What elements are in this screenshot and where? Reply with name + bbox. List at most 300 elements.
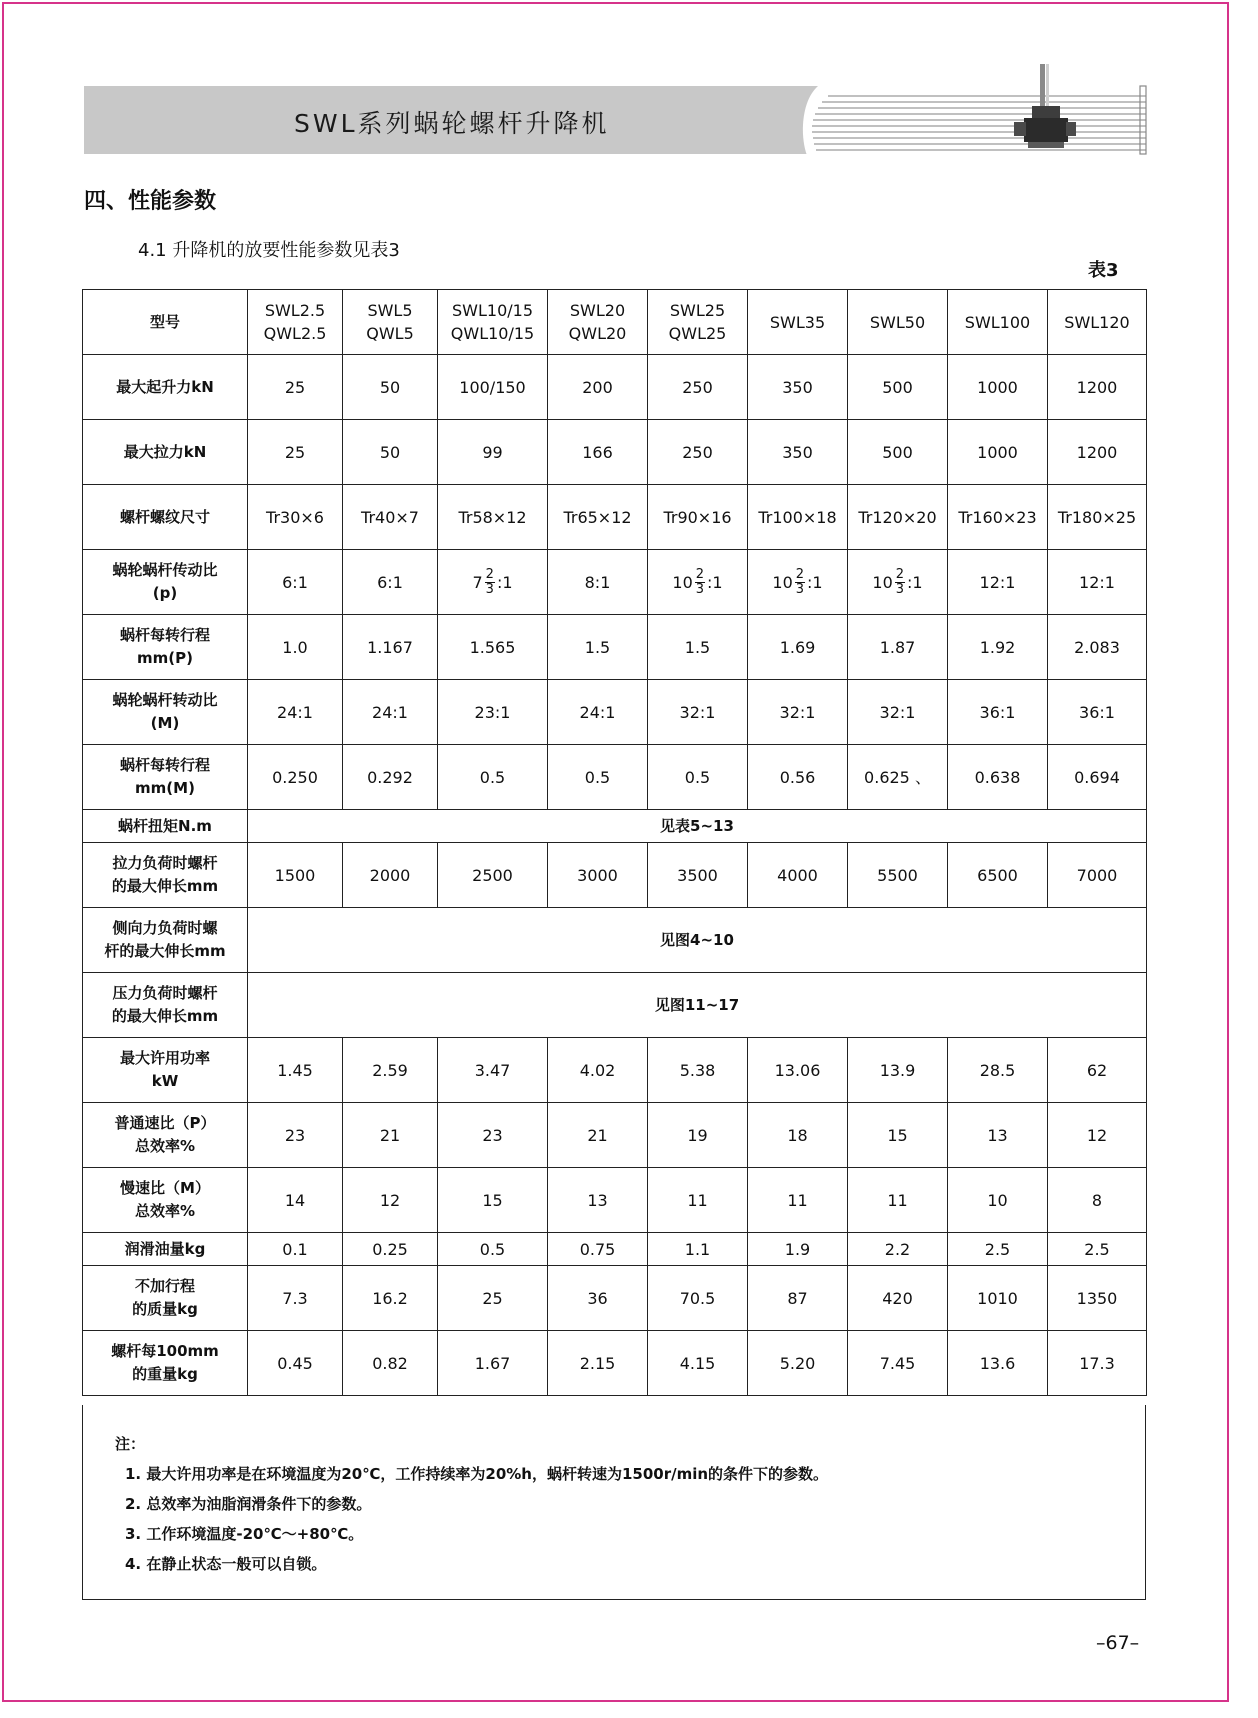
value-cell: [748, 1103, 848, 1168]
value-cell: [1048, 420, 1147, 485]
value-cell: [648, 1038, 748, 1103]
cell-value: 12: [379, 1190, 401, 1210]
cell-value: 0.250: [272, 767, 318, 787]
value-cell: [748, 1266, 848, 1331]
value-cell: [548, 1266, 648, 1331]
mixed-fraction: [672, 568, 722, 597]
notes-box: [82, 1405, 1146, 1600]
value-cell: [438, 1266, 548, 1331]
cell-value: 1.67: [474, 1353, 511, 1373]
value-cell: [948, 1103, 1048, 1168]
cell-value: 36:1: [979, 702, 1016, 722]
table-row: [83, 355, 1147, 420]
value-cell: [748, 680, 848, 745]
cell-value: 19: [687, 1125, 708, 1145]
value-cell: [248, 1103, 343, 1168]
cell-value: 10: [987, 1190, 1008, 1210]
table-header-row: [83, 290, 1147, 355]
cell-value: 21: [587, 1125, 608, 1145]
value-cell: [848, 1331, 948, 1396]
row-label: 拉力负荷时螺杆: [112, 854, 218, 872]
model-cell: [748, 290, 848, 355]
value-cell: [438, 615, 548, 680]
value-cell: [1048, 680, 1147, 745]
cell-value: 500: [882, 442, 913, 462]
cell-value: 500: [882, 377, 913, 397]
ratio-cell: [548, 550, 648, 615]
cell-value: 28.5: [979, 1060, 1016, 1080]
value-cell: [848, 1038, 948, 1103]
value-cell: [438, 680, 548, 745]
value-cell: [748, 1038, 848, 1103]
cell-value: 0.75: [579, 1239, 616, 1259]
value-cell: [548, 745, 648, 810]
row-label: 蜗杆每转行程: [119, 756, 210, 774]
row-label: 螺杆螺纹尺寸: [119, 507, 210, 526]
value-cell: [438, 485, 548, 550]
cell-value: 2000: [369, 865, 411, 885]
cell-value: 17.3: [1079, 1353, 1115, 1373]
row-label-line2: mm(M): [135, 779, 195, 797]
cell-value: 21: [379, 1125, 401, 1145]
cell-value: 4.02: [579, 1060, 616, 1080]
value-cell: [248, 1233, 343, 1266]
ratio-value: 12:1: [979, 572, 1016, 592]
table-row: [83, 810, 1147, 843]
cell-value: 18: [787, 1125, 808, 1145]
fraction: [695, 568, 705, 597]
fraction: [485, 568, 495, 597]
cell-value: 11: [787, 1190, 808, 1210]
cell-value: 5.20: [779, 1353, 816, 1373]
value-cell: [648, 615, 748, 680]
value-cell: [848, 1103, 948, 1168]
value-cell: [748, 1233, 848, 1266]
row-label-line2: 的最大伸长mm: [111, 1007, 219, 1025]
row-label-cell: [83, 1233, 248, 1266]
table-row: [83, 843, 1147, 908]
value-cell: [648, 1331, 748, 1396]
cell-value: Tr90×16: [663, 507, 732, 527]
cell-value: 1200: [1076, 377, 1118, 397]
notes-title: 注：: [115, 1435, 146, 1453]
value-cell: [343, 485, 438, 550]
value-cell: [548, 615, 648, 680]
value-cell: [648, 1233, 748, 1266]
cell-value: 100/150: [459, 377, 526, 397]
cell-value: 2.083: [1074, 637, 1120, 657]
row-label-line2: (p): [152, 584, 178, 602]
value-cell: [343, 680, 438, 745]
value-cell: [648, 1266, 748, 1331]
fraction-numerator: 2: [895, 566, 905, 582]
table-row: [83, 1233, 1147, 1266]
value-cell: [248, 1168, 343, 1233]
cell-value: 6500: [977, 865, 1018, 885]
model-name-alt: QWL20: [568, 324, 627, 343]
ratio-cell: [648, 550, 748, 615]
cell-value: 7000: [1076, 865, 1118, 885]
table-label: 表3: [1088, 260, 1119, 281]
cell-value: 13: [987, 1125, 1008, 1145]
cell-value: 23: [284, 1125, 306, 1145]
cell-value: 99: [482, 442, 503, 462]
ratio-cell: [248, 550, 343, 615]
cell-value: 0.56: [779, 767, 816, 787]
value-cell: [948, 1331, 1048, 1396]
row-label-cell: [83, 1168, 248, 1233]
value-cell: [248, 680, 343, 745]
value-cell: [748, 485, 848, 550]
table-row: [83, 908, 1147, 973]
row-label: 蜗轮蜗杆传动比: [112, 561, 218, 579]
cell-value: 0.25: [372, 1239, 408, 1259]
ratio-value: 6:1: [377, 572, 403, 592]
table-row: [83, 1331, 1147, 1396]
value-cell: [548, 420, 648, 485]
row-label: 螺杆每100mm: [111, 1342, 219, 1360]
row-label-line2: 的质量kg: [132, 1300, 198, 1318]
fraction-denominator: 3: [795, 581, 805, 597]
value-cell: [343, 1233, 438, 1266]
ratio-cell: [848, 550, 948, 615]
ratio-value: 12:1: [1079, 572, 1115, 592]
cell-value: 200: [582, 377, 613, 397]
value-cell: [1048, 1331, 1147, 1396]
merged-reference-cell: [248, 973, 1147, 1038]
value-cell: [548, 1331, 648, 1396]
cell-value: 25: [284, 377, 306, 397]
cell-value: 1.167: [367, 637, 413, 657]
row-label: 普通速比（P）: [114, 1114, 216, 1132]
ratio-value: 6:1: [282, 572, 308, 592]
row-label-cell: [83, 420, 248, 485]
table-row: [83, 1266, 1147, 1331]
table-row: [83, 973, 1147, 1038]
value-cell: [248, 745, 343, 810]
cell-value: 4.15: [679, 1353, 716, 1373]
cell-value: 3500: [677, 865, 718, 885]
ratio-tail: :1: [807, 572, 823, 592]
value-cell: [248, 355, 343, 420]
row-label-cell: [83, 680, 248, 745]
cell-value: 36: [587, 1288, 608, 1308]
value-cell: [1048, 1038, 1147, 1103]
fraction-numerator: 2: [695, 566, 705, 582]
cell-value: 1.45: [277, 1060, 313, 1080]
row-label-line2: 的最大伸长mm: [111, 877, 219, 895]
cell-value: 1350: [1076, 1288, 1118, 1308]
value-cell: [548, 485, 648, 550]
table-row: [83, 680, 1147, 745]
note-item: 2. 总效率为油脂润滑条件下的参数。: [125, 1495, 372, 1513]
row-label-cell: [83, 1266, 248, 1331]
ratio-whole: 7: [472, 572, 483, 592]
model-cell: [1048, 290, 1147, 355]
cell-value: 0.694: [1074, 767, 1120, 787]
cell-value: 2.59: [372, 1060, 408, 1080]
cell-value: 32:1: [779, 702, 816, 722]
cell-value: Tr160×23: [958, 507, 1037, 527]
value-cell: [248, 1038, 343, 1103]
note-item: 3. 工作环境温度-20℃～+80℃。: [125, 1525, 364, 1543]
cell-value: 1.87: [879, 637, 916, 657]
cell-value: Tr40×7: [361, 507, 419, 527]
cell-value: 1000: [977, 442, 1018, 462]
row-label: 侧向力负荷时螺: [112, 919, 218, 937]
value-cell: [438, 420, 548, 485]
value-cell: [343, 355, 438, 420]
row-label-cell: [83, 550, 248, 615]
cell-value: 16.2: [372, 1288, 408, 1308]
cell-value: 1500: [274, 865, 316, 885]
cell-value: 2500: [472, 865, 513, 885]
cell-value: 13.06: [774, 1060, 821, 1080]
cell-value: 11: [887, 1190, 908, 1210]
value-cell: [1048, 1233, 1147, 1266]
fraction: [795, 568, 805, 597]
value-cell: [848, 485, 948, 550]
value-cell: [248, 420, 343, 485]
cell-value: 0.5: [479, 1239, 506, 1259]
ratio-cell: [748, 550, 848, 615]
value-cell: [438, 1233, 548, 1266]
value-cell: [343, 745, 438, 810]
cell-value: 1.9: [784, 1239, 811, 1259]
value-cell: [343, 843, 438, 908]
fraction-numerator: 2: [795, 566, 805, 582]
reference-text: 见图4~10: [660, 930, 734, 949]
ratio-whole: 10: [872, 572, 893, 592]
value-cell: [248, 615, 343, 680]
value-cell: [948, 615, 1048, 680]
section-title: 四、性能参数: [84, 189, 217, 214]
cell-value: 2.15: [579, 1353, 616, 1373]
cell-value: 1.1: [684, 1239, 711, 1259]
value-cell: [438, 843, 548, 908]
model-name: SWL120: [1064, 312, 1130, 332]
ratio-cell: [948, 550, 1048, 615]
value-cell: [848, 680, 948, 745]
value-cell: [648, 1168, 748, 1233]
cell-value: 25: [482, 1288, 503, 1308]
row-label-cell: [83, 485, 248, 550]
value-cell: [343, 1266, 438, 1331]
fraction: [895, 568, 905, 597]
row-label-cell: [83, 810, 248, 843]
fraction-denominator: 3: [895, 581, 905, 597]
table-row: [83, 485, 1147, 550]
value-cell: [548, 355, 648, 420]
note-item: 4. 在静止状态一般可以自锁。: [125, 1555, 327, 1573]
row-label: 蜗杆每转行程: [119, 626, 210, 644]
model-cell: [948, 290, 1048, 355]
cell-value: 50: [379, 377, 401, 397]
value-cell: [548, 1103, 648, 1168]
value-cell: [1048, 1168, 1147, 1233]
value-cell: [848, 745, 948, 810]
model-name: SWL100: [964, 312, 1031, 332]
table-row: [83, 745, 1147, 810]
cell-value: 13.6: [979, 1353, 1016, 1373]
model-header-label: 型号: [149, 312, 180, 331]
cell-value: 1200: [1076, 442, 1118, 462]
cell-value: 7.3: [282, 1288, 308, 1308]
header-title: SWL系列蜗轮螺杆升降机: [294, 109, 610, 138]
cell-value: 1.565: [469, 637, 516, 657]
ratio-cell: [1048, 550, 1147, 615]
value-cell: [548, 680, 648, 745]
table-row: [83, 1038, 1147, 1103]
value-cell: [748, 615, 848, 680]
value-cell: [848, 1168, 948, 1233]
model-name: SWL25: [669, 301, 726, 320]
model-cell: [848, 290, 948, 355]
row-label: 最大许用功率: [119, 1049, 210, 1067]
cell-value: 25: [284, 442, 306, 462]
cell-value: 36:1: [1079, 702, 1115, 722]
row-label-line2: 杆的最大伸长mm: [104, 942, 226, 960]
value-cell: [948, 745, 1048, 810]
cell-value: 0.5: [479, 767, 506, 787]
cell-value: 2.5: [1084, 1239, 1110, 1259]
cell-value: 0.1: [282, 1239, 308, 1259]
cell-value: 250: [682, 442, 713, 462]
cell-value: Tr65×12: [563, 507, 632, 527]
cell-value: 5.38: [679, 1060, 716, 1080]
value-cell: [948, 843, 1048, 908]
model-name: SWL2.5: [264, 301, 326, 320]
value-cell: [948, 485, 1048, 550]
mixed-fraction: [472, 568, 512, 597]
value-cell: [748, 745, 848, 810]
lift-product-illustration: [800, 62, 1150, 158]
cell-value: 24:1: [277, 702, 313, 722]
value-cell: [548, 843, 648, 908]
fraction-denominator: 3: [485, 581, 494, 597]
cell-value: Tr100×18: [758, 507, 837, 527]
value-cell: [848, 420, 948, 485]
value-cell: [438, 1168, 548, 1233]
cell-value: 0.5: [684, 767, 711, 787]
cell-value: 5500: [877, 865, 918, 885]
row-label-cell: [83, 1331, 248, 1396]
model-name: SWL35: [769, 312, 826, 332]
value-cell: [1048, 615, 1147, 680]
cell-value: 70.5: [679, 1288, 716, 1308]
cell-value: 250: [682, 377, 713, 397]
value-cell: [748, 355, 848, 420]
value-cell: [748, 420, 848, 485]
cell-value: 0.45: [277, 1353, 313, 1373]
row-label-line2: kW: [151, 1072, 179, 1090]
cell-value: 8: [1091, 1190, 1103, 1210]
value-cell: [948, 680, 1048, 745]
ratio-tail: :1: [707, 572, 723, 592]
row-label-line2: (M): [150, 714, 180, 732]
value-cell: [1048, 1266, 1147, 1331]
fraction-denominator: 3: [695, 581, 705, 597]
value-cell: [438, 1331, 548, 1396]
value-cell: [548, 1233, 648, 1266]
value-cell: [848, 355, 948, 420]
cell-value: 4000: [777, 865, 818, 885]
cell-value: 0.625 、: [864, 767, 931, 787]
merged-reference-cell: [248, 908, 1147, 973]
value-cell: [1048, 745, 1147, 810]
value-cell: [948, 1038, 1048, 1103]
value-cell: [343, 1038, 438, 1103]
table-row: [83, 1103, 1147, 1168]
cell-value: 166: [582, 442, 613, 462]
model-name-alt: QWL5: [366, 324, 414, 343]
model-name: SWL20: [569, 301, 626, 320]
row-label: 压力负荷时螺杆: [112, 984, 218, 1002]
table-row: [83, 420, 1147, 485]
row-label-line2: 总效率%: [134, 1202, 196, 1220]
row-label-line2: mm(P): [137, 649, 193, 667]
cell-value: 3.47: [474, 1060, 511, 1080]
value-cell: [948, 1266, 1048, 1331]
value-cell: [343, 1331, 438, 1396]
cell-value: Tr180×25: [1057, 507, 1137, 527]
value-cell: [948, 1168, 1048, 1233]
cell-value: 1.5: [684, 637, 711, 657]
value-cell: [648, 355, 748, 420]
reference-text: 见表5~13: [660, 816, 734, 835]
model-cell: [548, 290, 648, 355]
model-name: SWL5: [367, 301, 413, 320]
merged-reference-cell: [248, 810, 1147, 843]
row-label: 不加行程: [134, 1277, 195, 1295]
row-label: 最大拉力kN: [123, 442, 207, 461]
cell-value: 1.0: [282, 637, 308, 657]
cell-value: 7.45: [879, 1353, 916, 1373]
subsection-title: 4.1 升降机的放要性能参数见表3: [138, 240, 400, 261]
mixed-fraction: [872, 568, 922, 597]
cell-value: 32:1: [679, 702, 716, 722]
model-name: SWL50: [869, 312, 926, 332]
cell-value: 87: [787, 1288, 808, 1308]
row-label-cell: [83, 908, 248, 973]
row-label-line2: 的重量kg: [132, 1365, 198, 1383]
reference-text: 见图11~17: [654, 995, 740, 1014]
value-cell: [1048, 355, 1147, 420]
cell-value: 24:1: [579, 702, 616, 722]
row-label: 最大起升力kN: [116, 377, 214, 396]
cell-value: 15: [887, 1125, 908, 1145]
row-label: 润滑油量kg: [124, 1239, 206, 1258]
value-cell: [343, 420, 438, 485]
value-cell: [438, 745, 548, 810]
cell-value: Tr30×6: [266, 507, 324, 527]
value-cell: [248, 1266, 343, 1331]
model-cell: [248, 290, 343, 355]
model-header-cell: [83, 290, 248, 355]
value-cell: [648, 1103, 748, 1168]
cell-value: 3000: [577, 865, 618, 885]
row-label-cell: [83, 355, 248, 420]
model-cell: [648, 290, 748, 355]
value-cell: [848, 1233, 948, 1266]
cell-value: 350: [782, 377, 813, 397]
cell-value: 1.92: [979, 637, 1016, 657]
mixed-fraction: [772, 568, 822, 597]
fraction-numerator: 2: [485, 566, 494, 582]
cell-value: 1.5: [584, 637, 611, 657]
model-name-alt: QWL25: [668, 324, 727, 343]
model-cell: [343, 290, 438, 355]
